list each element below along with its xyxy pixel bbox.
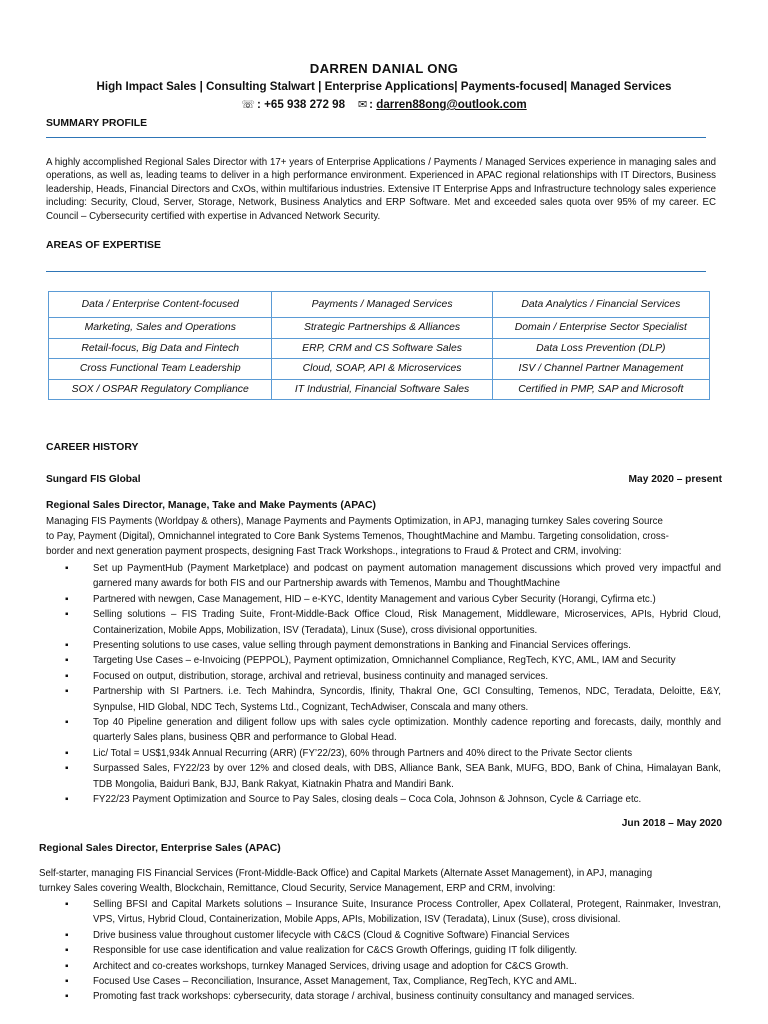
list-item: ▪ Selling solutions – FIS Trading Suite, Front-Middle-Back Office Cloud, Risk Management, Middleware, Microservices, APIs, Hybrid Cloud, Containerization, Mobile Apps, Mobilization, ISV (Teradata), Linux (Suse), cross divisional opportunities.	[93, 607, 721, 638]
role2-title: Regional Sales Director, Enterprise Sales (APAC)	[39, 843, 281, 854]
summary-heading: SUMMARY PROFILE	[46, 118, 148, 129]
expertise-cell: ISV / Channel Partner Management	[492, 359, 709, 380]
role1-intro-line: border and next generation payment prospects, designing Fast Track Workshops., integrations to Fraud & Protect and CRM, involving:	[46, 546, 622, 557]
envelope-icon: ✉	[357, 99, 368, 111]
summary-text: A highly accomplished Regional Sales Director with 17+ years of Enterprise Applications / Payments / Managed Services experience in managing sales and operations, as well as, leading teams to deliver in a high performance environment. Experienced in APAC regional relationships with IT Directors, Business leadership, Heads, Financial Directors and CxOs, within multifarious industries. Extensive IT Enterprise Apps and Infrastructure technology sales experience including: Security, Cloud, Server, Storage, Network, Business Analytics and ERP Software. Met and exceeded sales quota over 95% of my career. EC Council – Cybersecurity certified with expertise in Advanced Network Security.	[46, 157, 716, 222]
expertise-cell: SOX / OSPAR Regulatory Compliance	[49, 379, 272, 400]
candidate-name: DARREN DANIAL ONG	[309, 61, 459, 76]
expertise-cell: Cloud, SOAP, API & Microservices	[272, 359, 492, 380]
list-item: ▪ Set up PaymentHub (Payment Marketplace) and podcast on payment automation management discussions which proved very impactful and garnered many awards for both FIS and our Partnership awards with Temenos, Mambu and ThoughtMachine	[93, 561, 721, 592]
role1-intro-line: Managing FIS Payments (Worldpay & others), Manage Payments and Payments Optimization, in APJ, managing turnkey Sales covering Source	[46, 516, 663, 527]
list-item: ▪ Surpassed Sales, FY22/23 by over 12% and closed deals, with DBS, Alliance Bank, SEA Bank, MUFG, BDO, Bank of China, Himalayan Bank, TDB Mongolia, Baiduri Bank, BJJ, Bank Rakyat, Kiatnakin Phatra and Mandiri Bank.	[93, 761, 721, 792]
telephone-icon: ☏	[241, 99, 256, 111]
expertise-row	[49, 338, 710, 359]
role1-title: Regional Sales Director, Manage, Take and Make Payments (APAC)	[46, 500, 376, 511]
expertise-cell: Data Analytics / Financial Services	[492, 292, 709, 318]
role1-intro-line: to Pay, Payment (Digital), Omnichannel integrated to Core Bank Systems Temenos, ThoughtMachine and Mambu. Targeting consolidation, cross-	[46, 531, 669, 542]
role2-bullet-list	[93, 897, 721, 1005]
role2-intro-line: turnkey Sales covering Wealth, Blockchain, Remittance, Cloud Security, Service Management, ERP and CRM, involving:	[39, 883, 556, 894]
email-prefix: :	[369, 98, 377, 111]
list-item: ▪ Focused on output, distribution, storage, archival and retrieval, business continuity and managed services.	[93, 669, 721, 684]
expertise-cell: Certified in PMP, SAP and Microsoft	[492, 379, 709, 400]
expertise-cell: Marketing, Sales and Operations	[49, 318, 272, 339]
list-item: ▪ Drive business value throughout customer lifecycle with C&CS (Cloud & Cognitive Software) Financial Services	[93, 928, 721, 943]
summary-divider	[46, 137, 706, 138]
list-item: ▪ FY22/23 Payment Optimization and Source to Pay Sales, closing deals – Coca Cola, Johnson & Johnson, Cycle & Carriage etc.	[93, 792, 721, 807]
expertise-cell: Data / Enterprise Content-focused	[49, 292, 272, 318]
list-item: ▪ Top 40 Pipeline generation and diligent follow ups with sales cycle optimization. Monthly cadence reporting and forecasts, daily, monthly and quarterly Sales plans, business QBR and performance to Global Head.	[93, 715, 721, 746]
list-item: ▪ Promoting fast track workshops: cybersecurity, data storage / archival, business continuity consultancy and managed services.	[93, 989, 721, 1004]
list-item: ▪ Lic/ Total = US$1,934k Annual Recurring (ARR) (FY’22/23), 60% through Partners and 40% direct to the Private Sector clients	[93, 746, 721, 761]
expertise-cell: Retail-focus, Big Data and Fintech	[49, 338, 272, 359]
role1-dates: May 2020 – present	[628, 474, 722, 485]
expertise-cell: Data Loss Prevention (DLP)	[492, 338, 709, 359]
list-item: ▪ Responsible for use case identification and value realization for C&CS Growth Offerings, guiding IT folk diligently.	[93, 943, 721, 958]
email-link[interactable]: darren88ong@outlook.com	[376, 98, 527, 111]
phone-number: : +65 938 272 98	[257, 98, 346, 111]
expertise-heading: AREAS OF EXPERTISE	[46, 240, 161, 251]
career-heading: CAREER HISTORY	[46, 442, 139, 453]
expertise-cell: Payments / Managed Services	[272, 292, 492, 318]
list-item: ▪ Architect and co-creates workshops, turnkey Managed Services, driving usage and adoption for C&CS Growth.	[93, 959, 721, 974]
expertise-row	[49, 379, 710, 400]
expertise-cell: ERP, CRM and CS Software Sales	[272, 338, 492, 359]
list-item: ▪ Selling BFSI and Capital Markets solutions – Insurance Suite, Insurance Process Controller, Apex Collateral, Protegent, Rainmaker, Investran, VPS, Virtus, Hybrid Cloud, Containerization, Mobile Apps, APIs, Mobilization, ISV (Teradata), Linux (Suse), cross divisional.	[93, 897, 721, 928]
expertise-cell: Cross Functional Team Leadership	[49, 359, 272, 380]
candidate-tagline: High Impact Sales | Consulting Stalwart | Enterprise Applications| Payments-focused| Managed Services	[96, 80, 672, 93]
list-item: ▪ Presenting solutions to use cases, value selling through payment demonstrations in Banking and Financial Services offerings.	[93, 638, 721, 653]
expertise-cell: Domain / Enterprise Sector Specialist	[492, 318, 709, 339]
expertise-row	[49, 359, 710, 380]
contact-line	[0, 98, 768, 111]
role2-intro-line: Self-starter, managing FIS Financial Services (Front-Middle-Back Office) and Capital Markets (Alternate Asset Management), in APJ, managing	[39, 868, 653, 879]
expertise-divider	[46, 271, 706, 272]
expertise-table	[48, 291, 710, 400]
expertise-cell: Strategic Partnerships & Alliances	[272, 318, 492, 339]
list-item: ▪ Partnership with SI Partners. i.e. Tech Mahindra, Syncordis, Ifinity, Thakral One, GCI Consulting, Temenos, NDC, Teradata, Deloitte, E&Y, Synpulse, HID Global, NDC Tech, Systems Ltd., Cognizant, TechAdwiser, Conscala and many others.	[93, 684, 721, 715]
list-item: ▪ Partnered with newgen, Case Management, HID – e-KYC, Identity Management and various Cyber Security (Horangi, Cyfirma etc.)	[93, 592, 721, 607]
role1-bullet-list	[93, 561, 721, 808]
company-name: Sungard FIS Global	[46, 474, 141, 485]
list-item: ▪ Focused Use Cases – Reconciliation, Insurance, Asset Management, Tax, Compliance, RegTech, KYC and AML.	[93, 974, 721, 989]
expertise-cell: IT Industrial, Financial Software Sales	[272, 379, 492, 400]
list-item: ▪ Targeting Use Cases – e-Invoicing (PEPPOL), Payment optimization, Omnichannel Compliance, RegTech, KYC, AML, IAM and Security	[93, 653, 721, 668]
role2-dates: Jun 2018 – May 2020	[621, 818, 722, 829]
expertise-row	[49, 292, 710, 318]
expertise-row	[49, 318, 710, 339]
